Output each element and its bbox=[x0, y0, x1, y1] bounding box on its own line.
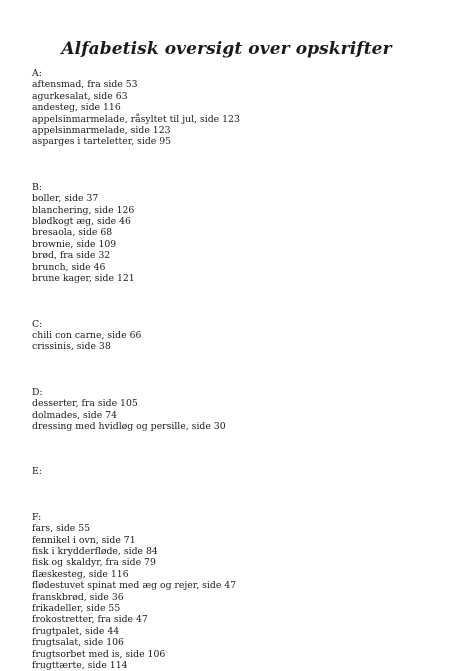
index-entry: bresaola, side 68 bbox=[32, 227, 113, 239]
index-entry: desserter, fra side 105 bbox=[32, 398, 138, 410]
index-entry: chili con carne, side 66 bbox=[32, 329, 142, 341]
index-entry: flødestuvet spinat med æg og rejer, side 47 bbox=[32, 580, 237, 592]
index-entry: crissinis, side 38 bbox=[32, 341, 111, 353]
section-c bbox=[32, 319, 432, 353]
document-title: Alfabetisk oversigt over opskrifter bbox=[61, 39, 392, 59]
section-spacer bbox=[32, 432, 432, 466]
index-entry: fisk og skaldyr, fra side 79 bbox=[32, 557, 156, 569]
section-b bbox=[32, 182, 432, 285]
entry-list bbox=[32, 330, 432, 353]
section-letter: A: bbox=[32, 68, 42, 79]
index-entry: frugtsalat, side 106 bbox=[32, 637, 124, 649]
index-entry: brunch, side 46 bbox=[32, 261, 106, 273]
section-a bbox=[32, 68, 432, 148]
index-entry: brød, fra side 32 bbox=[32, 250, 111, 262]
index-entry: boller, side 37 bbox=[32, 193, 99, 205]
entry-list bbox=[32, 398, 432, 432]
index-entry: agurkesalat, side 63 bbox=[32, 90, 128, 102]
index-entry: frikadeller, side 55 bbox=[32, 603, 121, 614]
index-entry: frugtpalet, side 44 bbox=[32, 625, 120, 637]
index-entry: blødkogt æg, side 46 bbox=[32, 216, 131, 228]
index-entry: flæskesteg, side 116 bbox=[32, 568, 129, 580]
section-letter: C: bbox=[32, 318, 43, 330]
index-entry: fars, side 55 bbox=[32, 523, 91, 535]
index-entry: appelsinmarmelade, råsyltet til jul, side 123 bbox=[32, 113, 240, 125]
section-spacer bbox=[32, 353, 432, 387]
entry-list bbox=[32, 79, 432, 147]
index-entry: blanchering, side 126 bbox=[32, 204, 135, 216]
section-d bbox=[32, 387, 432, 433]
section-letter: D: bbox=[32, 386, 43, 398]
section-letter: E: bbox=[32, 466, 42, 478]
section-e bbox=[32, 466, 432, 477]
section-spacer bbox=[32, 285, 432, 319]
entry-list bbox=[32, 523, 432, 671]
section-f bbox=[32, 512, 432, 671]
index-entry: dressing med hvidløg og persille, side 30 bbox=[32, 420, 226, 432]
index-entry: frugtsorbet med is, side 106 bbox=[32, 648, 166, 660]
index-entry: frugttærte, side 114 bbox=[32, 660, 128, 671]
index-entry: fennikel i ovn, side 71 bbox=[32, 534, 136, 546]
recipe-index bbox=[32, 68, 432, 671]
index-entry: franskbrød, side 36 bbox=[32, 591, 124, 603]
index-entry: fisk i krydderfløde, side 84 bbox=[32, 545, 158, 557]
index-entry: frokostretter, fra side 47 bbox=[32, 614, 148, 626]
index-entry: aftensmad, fra side 53 bbox=[32, 79, 138, 91]
index-entry: brune kager, side 121 bbox=[32, 273, 135, 285]
entry-list bbox=[32, 193, 432, 284]
index-entry: brownie, side 109 bbox=[32, 238, 117, 250]
index-entry: andesteg, side 116 bbox=[32, 102, 121, 114]
index-entry: asparges i tarteletter, side 95 bbox=[32, 136, 172, 148]
section-spacer bbox=[32, 478, 432, 512]
section-letter: B: bbox=[32, 181, 42, 193]
index-entry: dolmades, side 74 bbox=[32, 409, 117, 421]
section-letter: F: bbox=[32, 511, 42, 523]
section-spacer bbox=[32, 148, 432, 182]
index-entry: appelsinmarmelade, side 123 bbox=[32, 125, 171, 137]
